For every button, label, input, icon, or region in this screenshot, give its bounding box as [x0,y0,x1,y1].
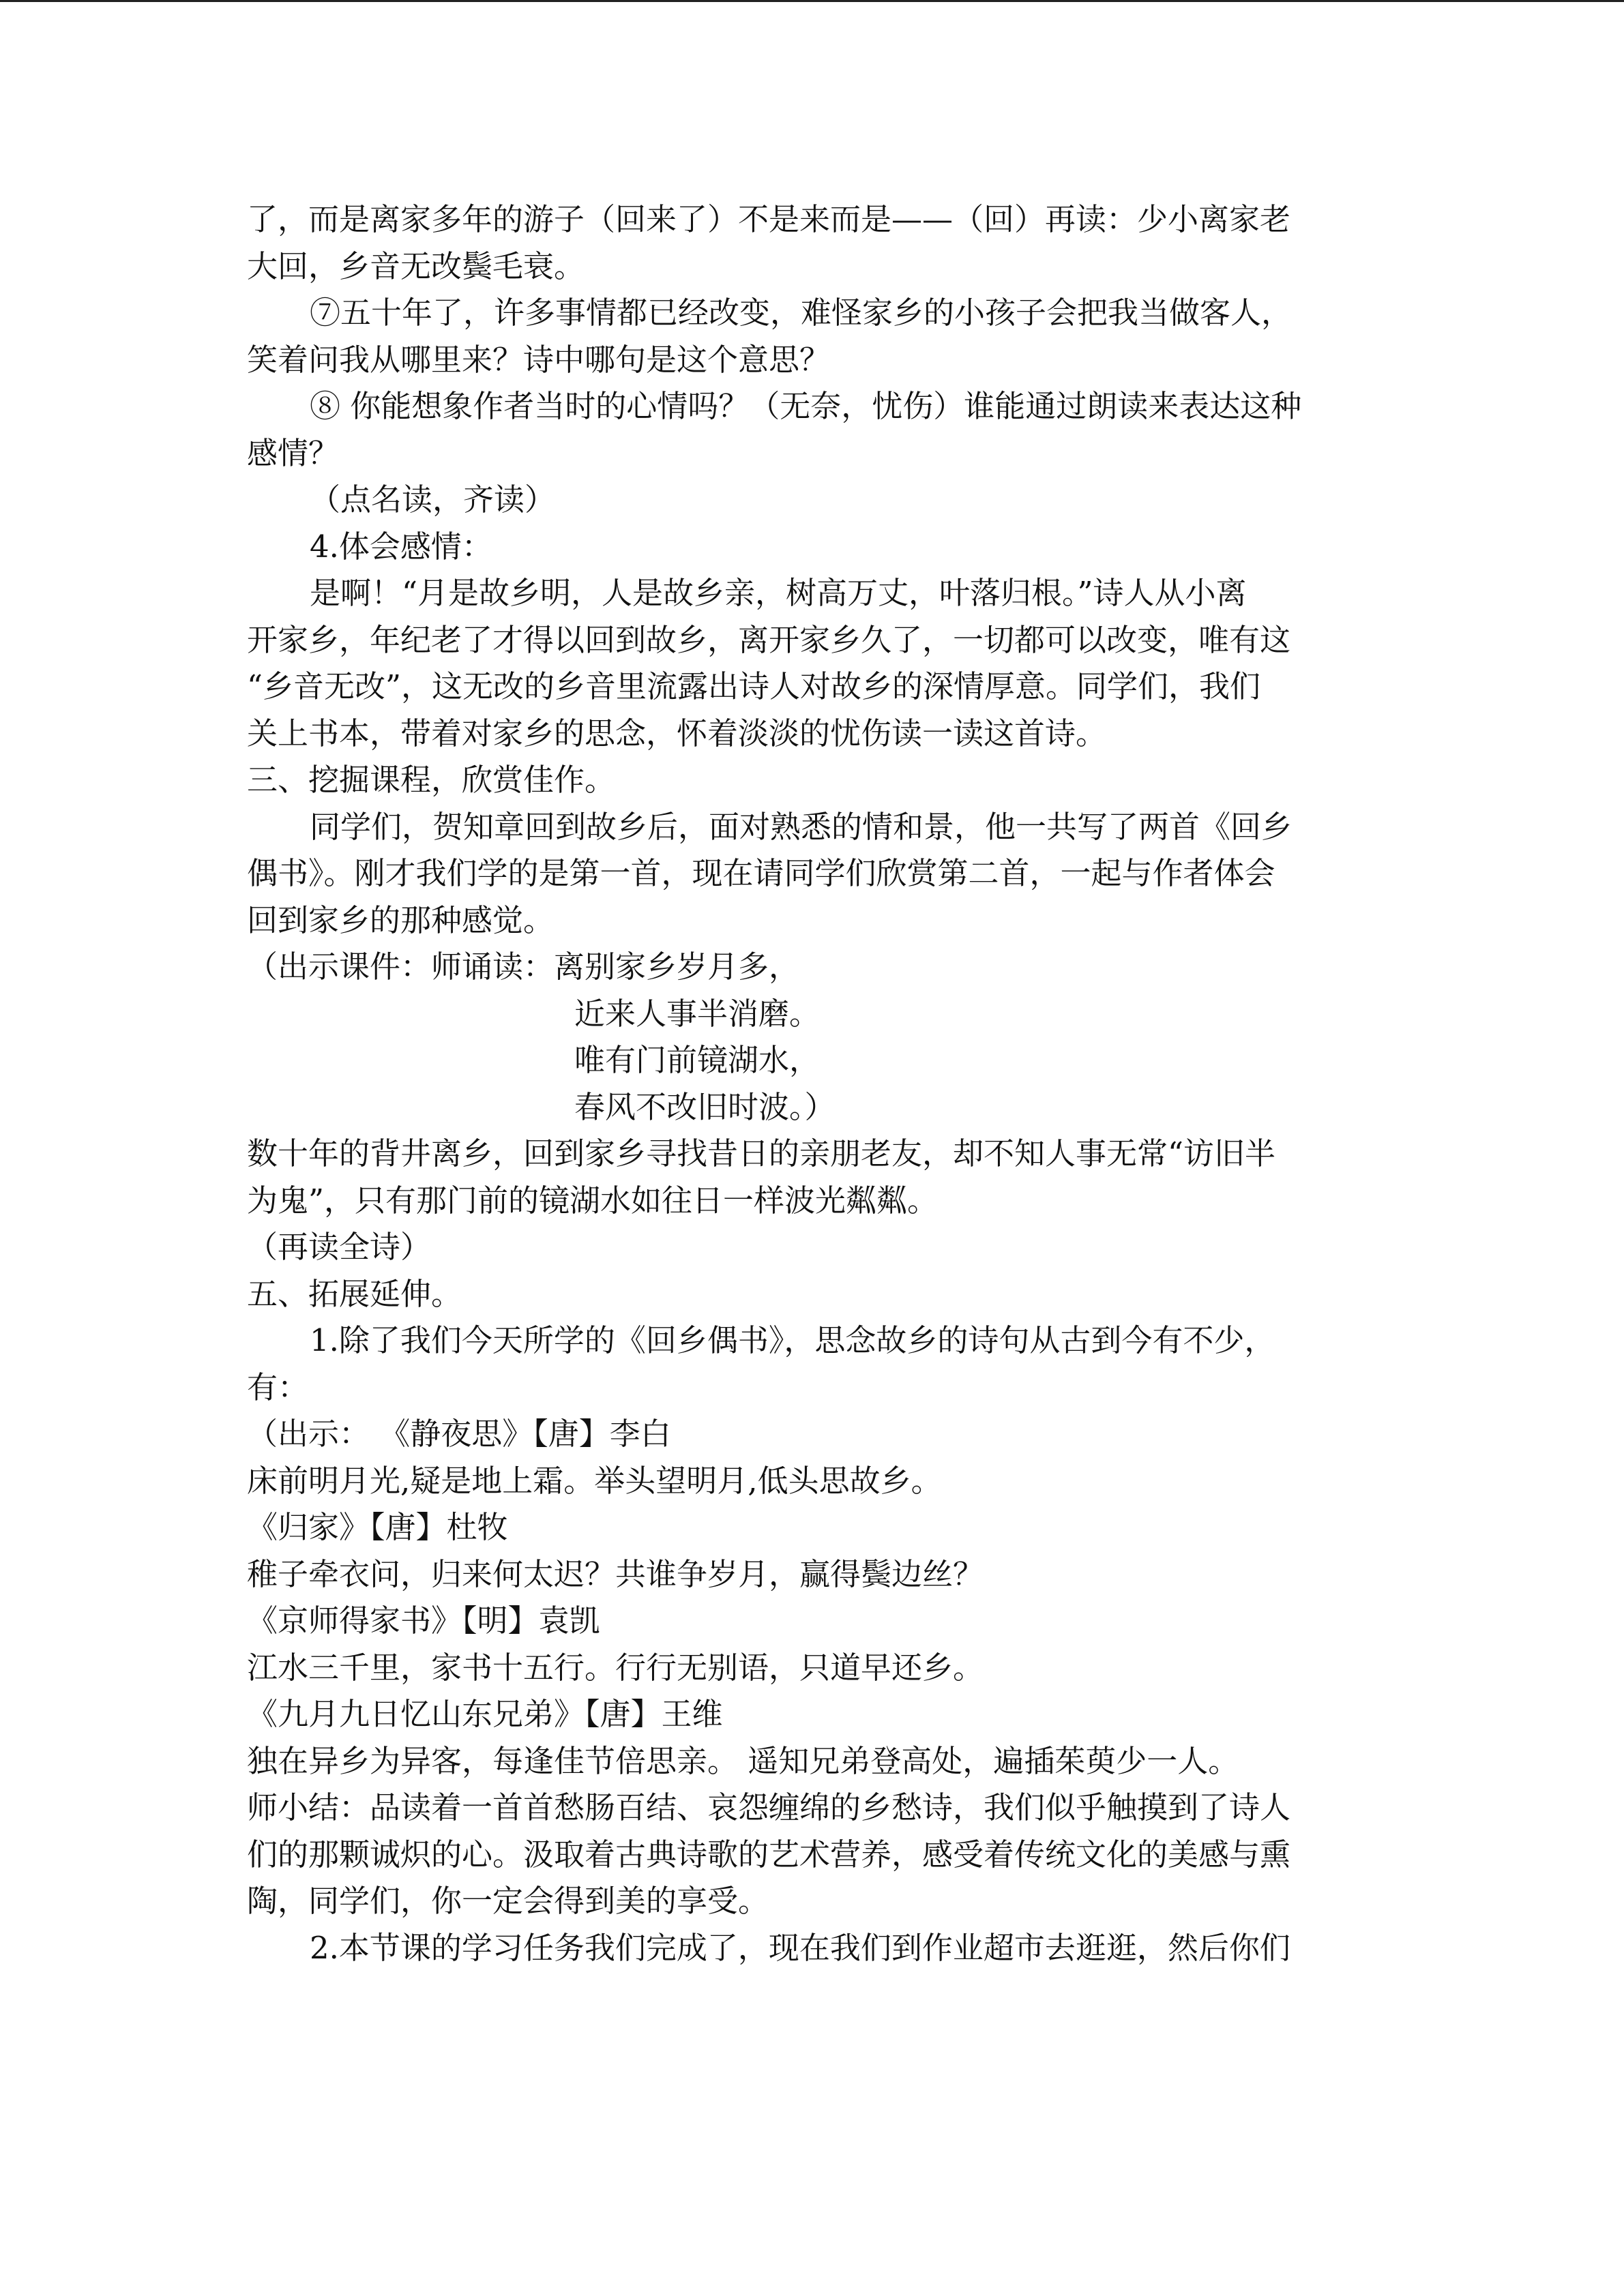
text-line: （点名读，齐读） [310,481,556,518]
text-line: 数十年的背井离乡，回到家乡寻找昔日的亲朋老友，却不知人事无常“访旧半 [247,1135,1276,1172]
text-line: 陶，同学们，你一定会得到美的享受。 [247,1883,769,1919]
section-heading: 4.体会感情： [310,528,492,565]
document-page [247,196,1379,1971]
text-line: 师小结：品读着一首首愁肠百结、哀怨缠绵的乡愁诗，我们似乎触摸到了诗人 [247,1789,1291,1825]
text-line: 笑着问我从哪里来？诗中哪句是这个意思？ [247,341,831,378]
text-line: 感情？ [247,434,340,471]
page-top-border [0,0,1624,2]
text-line: 回到家乡的那种感觉。 [247,901,555,938]
text-line: 们的那颗诚炽的心。汲取着古典诗歌的艺术营养，感受着传统文化的美感与熏 [247,1836,1291,1873]
text-line: 偶书》。刚才我们学的是第一首，现在请同学们欣赏第二首，一起与作者体会 [247,855,1275,891]
text-line: ⑦五十年了，许多事情都已经改变，难怪家乡的小孩子会把我当做客人， [310,295,1293,331]
text-line: （再读全诗） [247,1229,432,1265]
poem-line: 独在异乡为异客，每逢佳节倍思亲。 遥知兄弟登高处，遍插茱萸少一人。 [247,1742,1239,1779]
text-line: 有： [247,1369,309,1405]
text-line: 开家乡，年纪老了才得以回到故乡，离开家乡久了，一切都可以改变，唯有这 [247,621,1291,658]
poem-line: 稚子牵衣问，归来何太迟？共谁争岁月，赢得鬓边丝？ [247,1555,984,1592]
poem-line: 春风不改旧时波。） [574,1088,836,1125]
text-line: 1.除了我们今天所学的《回乡偶书》，思念故乡的诗句从古到今有不少， [310,1322,1275,1358]
text-line: 了，而是离家多年的游子（回来了）不是来而是——（回）再读：少小离家老 [247,201,1291,237]
section-heading: 三、挖掘课程，欣赏佳作。 [247,762,616,798]
section-heading: 五、拓展延伸。 [247,1275,462,1312]
poem-line: 近来人事半消磨。 [574,995,821,1032]
poem-line: 床前明月光,疑是地上霜。举头望明月,低头思故乡。 [247,1462,942,1499]
poem-line: 江水三千里，家书十五行。行行无别语，只道早还乡。 [247,1649,984,1686]
poem-title: 《京师得家书》【明】袁凯 [247,1602,600,1639]
poem-line: （出示课件：师诵读：离别家乡岁月多， [247,949,800,985]
text-line: 为鬼”，只有那门前的镜湖水如往日一样波光粼粼。 [247,1182,939,1219]
text-line: “乡音无改”，这无改的乡音里流露出诗人对故乡的深情厚意。同学们，我们 [247,668,1261,704]
text-line: 同学们，贺知章回到故乡后，面对熟悉的情和景，他一共写了两首《回乡 [310,808,1293,845]
text-line: 2.本节课的学习任务我们完成了，现在我们到作业超市去逛逛，然后你们 [310,1929,1290,1966]
poem-title: 《九月九日忆山东兄弟》【唐】王维 [247,1696,723,1732]
poem-title: 《归家》【唐】杜牧 [247,1509,508,1545]
text-line: 关上书本，带着对家乡的思念，怀着淡淡的忧伤读一读这首诗。 [247,715,1107,751]
text-line: 大回，乡音无改鬓毛衰。 [247,248,585,284]
text-line: 是啊！“月是故乡明，人是故乡亲，树高万丈，叶落归根。”诗人从小离 [310,575,1247,611]
poem-title: （出示： 《静夜思》【唐】李白 [247,1416,671,1452]
text-line: ⑧ 你能想象作者当时的心情吗？（无奈，忧伤）谁能通过朗读来表达这种 [310,388,1302,424]
poem-line: 唯有门前镜湖水， [574,1042,821,1078]
document-body [247,196,1379,1971]
